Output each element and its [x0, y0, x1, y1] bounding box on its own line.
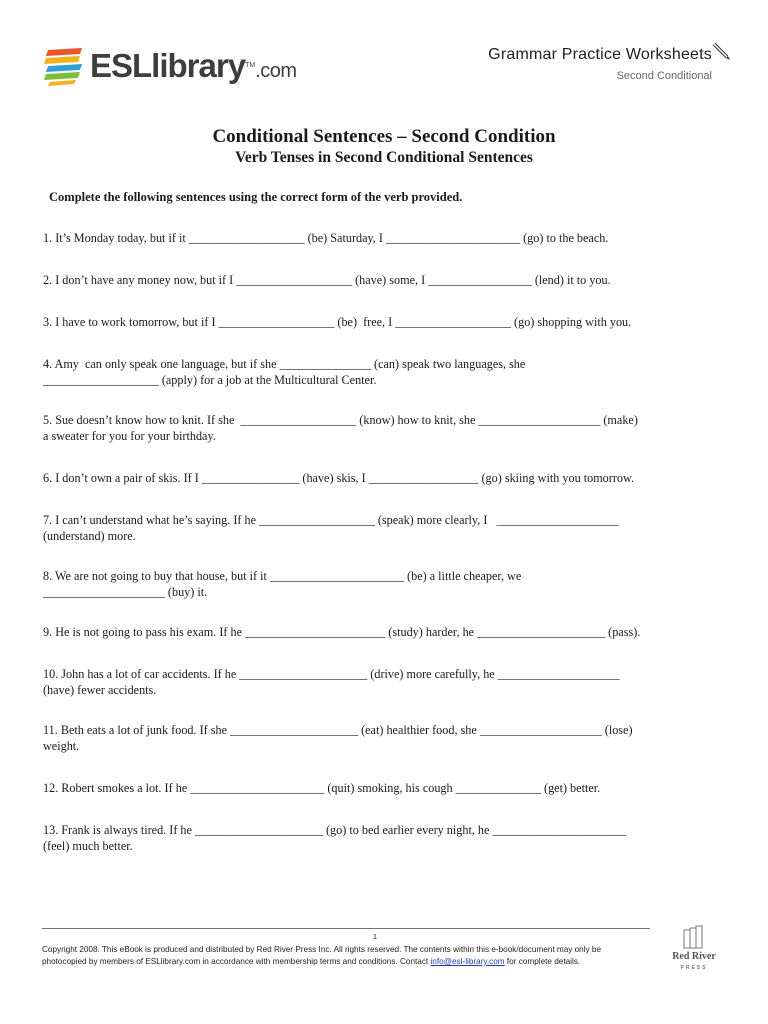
contact-email-link[interactable]: info@esl-library.com	[430, 957, 505, 966]
instructions: Complete the following sentences using the correct form of the verb provided.	[49, 190, 463, 204]
question-item	[43, 470, 634, 486]
logo-wordmark	[90, 46, 297, 91]
question-line: a sweater for you for your birthday.	[43, 429, 216, 443]
question-line: 2. I don’t have any money now, but if I ___________________ (have) some, I _________________ (lend) it to you.	[43, 273, 611, 287]
esl-library-logo	[42, 44, 297, 90]
question-line: weight.	[43, 739, 80, 753]
brand-title: Grammar Practice Worksheets	[488, 46, 712, 63]
question-line: (have) fewer accidents.	[43, 683, 157, 697]
logo-main: ESLlibrary	[90, 47, 246, 84]
copyright-text-2b: for complete details.	[504, 957, 581, 966]
question-item	[43, 356, 525, 388]
question-item	[43, 272, 611, 288]
question-item	[43, 314, 631, 330]
question-line: 12. Robert smokes a lot. If he ______________________ (quit) smoking, his cough ______________ (get) better.	[43, 781, 601, 795]
footer-divider	[42, 928, 650, 929]
question-item	[43, 780, 600, 796]
question-line: 11. Beth eats a lot of junk food. If she _____________________ (eat) healthier food, she ____________________ (lose)	[43, 723, 633, 737]
question-item	[43, 666, 620, 698]
publisher-sub: PRESS	[680, 965, 708, 971]
question-item	[43, 624, 640, 640]
question-item	[43, 722, 633, 754]
brand-block	[488, 46, 712, 82]
publisher-name	[664, 952, 724, 973]
copyright-line-1: Copyright 2008. This eBook is produced and distributed by Red River Press Inc. All rights reserved. The contents within this e-book/document may only be	[42, 945, 602, 954]
question-item	[43, 822, 627, 854]
question-item	[43, 230, 608, 246]
question-line: 3. I have to work tomorrow, but if I ___________________ (be) free, I ___________________ (go) shopping with you.	[43, 315, 632, 329]
page-title: Conditional Sentences – Second Condition	[212, 126, 556, 147]
question-line: 10. John has a lot of car accidents. If he _____________________ (drive) more carefully, he ____________________	[43, 667, 620, 681]
title-block	[0, 126, 768, 167]
copyright-notice	[42, 944, 658, 968]
page-header	[0, 0, 768, 110]
copyright-line-2	[42, 956, 658, 968]
question-item	[43, 568, 521, 600]
question-item	[43, 512, 618, 544]
logo-suffix: .com	[255, 60, 297, 82]
question-line: 5. Sue doesn’t know how to knit. If she ___________________ (know) how to knit, she ____________________ (make)	[43, 413, 638, 427]
books-stack-icon	[42, 44, 86, 90]
copyright-text-2a: photocopied by members of ESLlibrary.com in accordance with membership terms and conditions. Contact	[42, 957, 431, 966]
brand-subtitle: Second Conditional	[616, 70, 712, 82]
question-line: 7. I can’t understand what he’s saying. If he ___________________ (speak) more clearly, I ____________________	[43, 513, 619, 527]
question-line: 6. I don’t own a pair of skis. If I ________________ (have) skis, I __________________ (go) skiing with you tomorrow.	[43, 471, 635, 485]
question-line: 9. He is not going to pass his exam. If he _______________________ (study) harder, he _____________________ (pass).	[43, 625, 641, 639]
question-line: 8. We are not going to buy that house, but if it ______________________ (be) a little cheaper, we	[43, 569, 522, 583]
question-line: 13. Frank is always tired. If he _____________________ (go) to bed earlier every night, he ______________________	[43, 823, 627, 837]
question-line: 1. It’s Monday today, but if it ___________________ (be) Saturday, I ______________________ (go) to the beach.	[43, 231, 609, 245]
page-number: 1	[373, 934, 377, 941]
question-line: (understand) more.	[43, 529, 136, 543]
question-item	[43, 412, 638, 444]
question-line: ____________________ (buy) it.	[43, 585, 208, 599]
pencil-icon	[710, 40, 732, 62]
book-pages-icon	[664, 922, 724, 952]
question-line: (feel) much better.	[43, 839, 133, 853]
question-line: 4. Amy can only speak one language, but if she _______________ (can) speak two languages, she	[43, 357, 526, 371]
logo-tm: TM	[245, 62, 256, 69]
question-line: ___________________ (apply) for a job at the Multicultural Center.	[43, 373, 377, 387]
publisher-name-text: Red River	[672, 951, 716, 962]
page-subtitle: Verb Tenses in Second Conditional Sentences	[235, 149, 533, 166]
red-river-press-logo	[664, 922, 724, 972]
